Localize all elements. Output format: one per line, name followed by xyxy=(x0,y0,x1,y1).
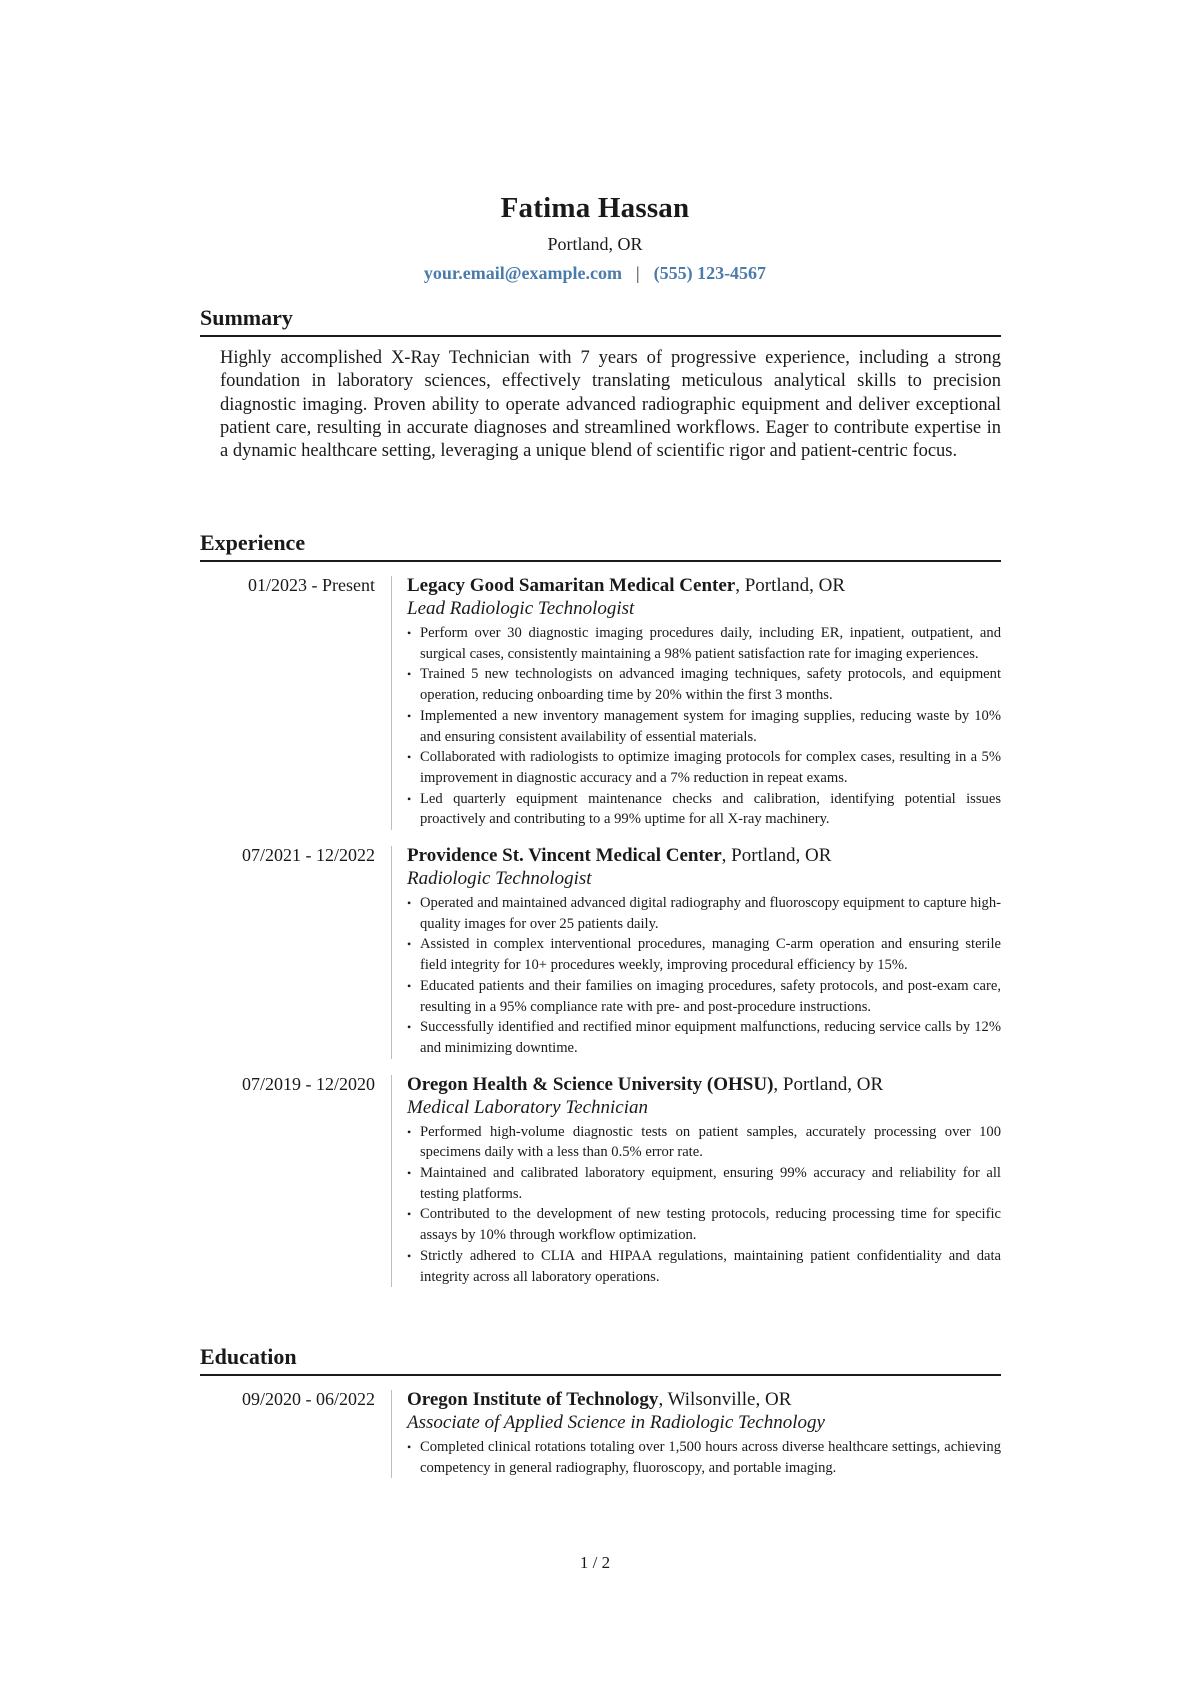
entry-body xyxy=(407,1388,1001,1478)
bullet-item: • Strictly adhered to CLIA and HIPAA regulations, maintaining patient confidentiality and data integrity across all laboratory operations. xyxy=(407,1246,1001,1287)
entry-role: Radiologic Technologist xyxy=(407,868,592,890)
bullet-list xyxy=(407,1122,1001,1288)
org-name: Oregon Institute of Technology xyxy=(407,1389,659,1410)
entry-date: 09/2020 - 06/2022 xyxy=(242,1389,375,1409)
org-name: Legacy Good Samaritan Medical Center xyxy=(407,575,736,596)
experience-entry xyxy=(200,844,1001,1059)
timeline-line xyxy=(391,846,392,1059)
entry-organization xyxy=(407,574,1001,597)
experience-section xyxy=(200,529,1001,1287)
section-divider xyxy=(200,560,1001,562)
bullet-item: • Assisted in complex interventional procedures, managing C-arm operation and ensuring sterile field integrity for 10+ procedures weekly, improving procedural efficiency by 15%. xyxy=(407,934,1001,975)
bullet-list xyxy=(407,893,1001,1059)
org-name: Providence St. Vincent Medical Center xyxy=(407,845,722,867)
education-entry xyxy=(200,1388,1001,1478)
entry-date: 01/2023 - Present xyxy=(248,575,375,595)
contact-separator: | xyxy=(635,263,640,283)
entry-date: 07/2019 - 12/2020 xyxy=(242,1073,375,1094)
entry-role: Lead Radiologic Technologist xyxy=(407,598,635,619)
entry-organization xyxy=(407,844,1001,867)
page-number: 1 / 2 xyxy=(579,1553,611,1572)
entry-body xyxy=(407,574,1001,830)
org-location: , Portland, OR xyxy=(721,845,832,867)
experience-entry xyxy=(200,574,1001,830)
bullet-item: • Maintained and calibrated laboratory equipment, ensuring 99% accuracy and reliability for all testing platforms. xyxy=(407,1163,1001,1204)
org-location: , Wilsonville, OR xyxy=(658,1389,792,1410)
org-name: Oregon Health & Science University (OHSU) xyxy=(407,1073,774,1095)
entry-date: 07/2021 - 12/2022 xyxy=(242,845,375,866)
bullet-item: • Collaborated with radiologists to optimize imaging protocols for complex cases, resulting in a 5% improvement in diagnostic accuracy and a 7% reduction in repeat exams. xyxy=(407,747,1001,788)
contact-line xyxy=(0,261,1190,285)
section-divider xyxy=(200,335,1001,337)
bullet-item: • Led quarterly equipment maintenance checks and calibration, identifying potential issues proactively and contributing to a 99% uptime for all X-ray machinery. xyxy=(407,789,1001,830)
bullet-item: • Educated patients and their families on imaging procedures, safety protocols, and post-exam care, resulting in a 95% compliance rate with pre- and post-procedure instructions. xyxy=(407,976,1001,1017)
summary-section xyxy=(200,304,1001,463)
candidate-location: Portland, OR xyxy=(547,234,643,254)
bullet-list xyxy=(407,1437,1001,1478)
bullet-item: • Perform over 30 diagnostic imaging procedures daily, including ER, inpatient, outpatient, and surgical cases, consistently maintaining a 98% patient satisfaction rate for imaging experiences. xyxy=(407,623,1001,664)
section-title-summary: Summary xyxy=(200,305,293,330)
email-link[interactable]: your.email@example.com xyxy=(423,263,622,283)
bullet-item: • Contributed to the development of new testing protocols, reducing processing time for specific assays by 10% through workflow optimization. xyxy=(407,1204,1001,1245)
timeline-line xyxy=(391,576,392,830)
bullet-item: • Operated and maintained advanced digital radiography and fluoroscopy equipment to capture high-quality images for over 25 patients daily. xyxy=(407,893,1001,934)
bullet-item: • Performed high-volume diagnostic tests on patient samples, accurately processing over 100 specimens daily with a less than 0.5% error rate. xyxy=(407,1122,1001,1163)
phone-link[interactable]: (555) 123-4567 xyxy=(653,263,767,283)
section-title-experience: Experience xyxy=(200,530,306,555)
org-location: , Portland, OR xyxy=(735,575,846,596)
bullet-item: • Completed clinical rotations totaling over 1,500 hours across diverse healthcare settings, achieving competency in general radiography, fluoroscopy, and portable imaging. xyxy=(407,1437,1001,1478)
candidate-name: Fatima Hassan xyxy=(500,192,690,224)
section-title-education: Education xyxy=(200,1344,297,1369)
bullet-item: • Implemented a new inventory management system for imaging supplies, reducing waste by 10% and ensuring consistent availability of essential materials. xyxy=(407,706,1001,747)
entry-body xyxy=(407,844,1001,1059)
bullet-item: • Successfully identified and rectified minor equipment malfunctions, reducing service calls by 12% and minimizing downtime. xyxy=(407,1017,1001,1058)
org-location: , Portland, OR xyxy=(773,1073,884,1095)
entry-role: Medical Laboratory Technician xyxy=(407,1096,648,1118)
resume-header xyxy=(0,190,1190,285)
entry-organization xyxy=(407,1073,1001,1096)
entry-body xyxy=(407,1073,1001,1288)
summary-text: Highly accomplished X-Ray Technician with 7 years of progressive experience, including a strong foundation in laboratory sciences, effectively translating meticulous analytical skills to precision diagnostic imaging. Proven ability to operate advanced radiographic equipment and deliver exceptional patient care, resulting in accurate diagnoses and streamlined workflows. Eager to contribute expertise in a dynamic healthcare setting, leveraging a unique blend of scientific rigor and patient-centric focus. xyxy=(220,348,1001,462)
entry-organization xyxy=(407,1388,1001,1411)
timeline-line xyxy=(391,1390,392,1478)
experience-entry xyxy=(200,1073,1001,1288)
entry-role: Associate of Applied Science in Radiologic Technology xyxy=(407,1412,825,1433)
timeline-line xyxy=(391,1075,392,1288)
bullet-item: • Trained 5 new technologists on advanced imaging techniques, safety protocols, and equipment operation, reducing onboarding time by 20% within the first 3 months. xyxy=(407,664,1001,705)
section-divider xyxy=(200,1374,1001,1376)
education-section xyxy=(200,1343,1001,1478)
bullet-list xyxy=(407,623,1001,830)
